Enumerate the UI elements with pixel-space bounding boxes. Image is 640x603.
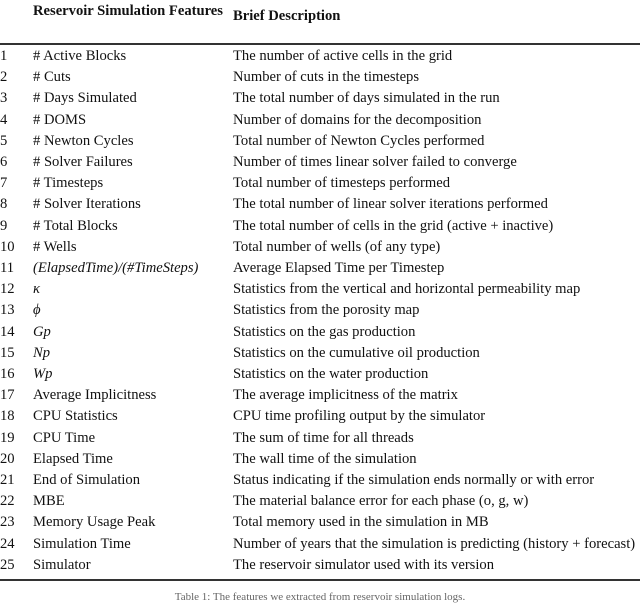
table-row bbox=[0, 324, 640, 345]
feature-description: Statistics from the porosity map bbox=[233, 302, 420, 319]
table-row bbox=[0, 196, 640, 217]
row-number: 14 bbox=[0, 323, 15, 340]
feature-name: # Days Simulated bbox=[33, 90, 137, 107]
table-row bbox=[0, 175, 640, 196]
feature-name: # Wells bbox=[33, 238, 77, 255]
table-row bbox=[0, 48, 640, 69]
table-row bbox=[0, 536, 640, 557]
feature-description: The sum of time for all threads bbox=[233, 429, 414, 446]
row-number: 6 bbox=[0, 154, 8, 170]
row-number: 15 bbox=[0, 344, 15, 361]
table-caption: Table 1: The features we extracted from reservoir simulation logs. bbox=[174, 591, 466, 603]
feature-description: The average implicitness of the matrix bbox=[233, 387, 458, 404]
feature-description: Total number of Newton Cycles performed bbox=[233, 132, 485, 149]
feature-description: Number of domains for the decomposition bbox=[233, 111, 482, 128]
feature-description: Statistics on the water production bbox=[233, 366, 429, 382]
row-number: 18 bbox=[0, 408, 15, 425]
table-row bbox=[0, 239, 640, 260]
table-row bbox=[0, 281, 640, 302]
table-row bbox=[0, 408, 640, 429]
feature-name: Average Implicitness bbox=[33, 387, 157, 404]
feature-name: CPU Statistics bbox=[33, 408, 118, 425]
feature-description: Total number of timesteps performed bbox=[233, 175, 451, 192]
feature-description: Number of years that the simulation is predicting (history + forecast) bbox=[233, 535, 636, 552]
header-features: Reservoir Simulation Features bbox=[33, 3, 223, 19]
row-number: 24 bbox=[0, 535, 15, 552]
feature-name: Simulation Time bbox=[33, 535, 131, 552]
feature-name: # DOMS bbox=[33, 111, 87, 128]
table-row bbox=[0, 493, 640, 514]
table-row bbox=[0, 451, 640, 472]
feature-name: # Active Blocks bbox=[33, 48, 127, 64]
table-row bbox=[0, 69, 640, 90]
table-row bbox=[0, 133, 640, 154]
row-number: 10 bbox=[0, 238, 15, 255]
row-number: 25 bbox=[0, 556, 15, 573]
feature-description: CPU time profiling output by the simulator bbox=[233, 408, 486, 425]
feature-description: Status indicating if the simulation ends normally or with error bbox=[233, 472, 595, 488]
bottom-rule bbox=[0, 579, 640, 581]
row-number: 11 bbox=[0, 260, 15, 276]
row-number: 16 bbox=[0, 366, 15, 382]
row-number: 1 bbox=[0, 48, 8, 64]
table-row bbox=[0, 366, 640, 387]
row-number: 22 bbox=[0, 493, 15, 510]
row-number: 9 bbox=[0, 217, 8, 234]
feature-description: The wall time of the simulation bbox=[233, 450, 417, 467]
table-row bbox=[0, 345, 640, 366]
feature-description: Statistics on the cumulative oil production bbox=[233, 344, 480, 361]
feature-description: The reservoir simulator used with its version bbox=[233, 556, 495, 573]
row-number: 4 bbox=[0, 111, 8, 128]
feature-name: # Total Blocks bbox=[33, 217, 118, 234]
feature-name: Gp bbox=[33, 323, 51, 340]
feature-name: # Solver Iterations bbox=[33, 196, 141, 213]
row-number: 3 bbox=[0, 90, 8, 107]
feature-name: # Newton Cycles bbox=[33, 132, 134, 149]
feature-name: CPU Time bbox=[33, 429, 96, 446]
feature-name: Elapsed Time bbox=[33, 450, 113, 467]
table-row bbox=[0, 218, 640, 239]
row-number: 21 bbox=[0, 472, 15, 488]
row-number: 5 bbox=[0, 132, 8, 149]
feature-name: # Cuts bbox=[33, 69, 71, 86]
feature-description: The total number of days simulated in the run bbox=[233, 90, 500, 107]
table-row bbox=[0, 430, 640, 451]
row-number: 20 bbox=[0, 450, 15, 467]
feature-description: The number of active cells in the grid bbox=[233, 48, 453, 64]
feature-description: Total memory used in the simulation in MB bbox=[233, 514, 489, 531]
feature-description: Statistics from the vertical and horizontal permeability map bbox=[233, 281, 581, 298]
table-row bbox=[0, 302, 640, 323]
feature-description: The total number of linear solver iterations performed bbox=[233, 196, 548, 213]
row-number: 19 bbox=[0, 429, 15, 446]
feature-description: Number of times linear solver failed to converge bbox=[233, 154, 517, 170]
row-number: 17 bbox=[0, 387, 15, 404]
header-rule bbox=[0, 43, 640, 45]
feature-description: The total number of cells in the grid (active + inactive) bbox=[233, 217, 554, 234]
feature-name: Memory Usage Peak bbox=[33, 514, 156, 531]
feature-name: # Solver Failures bbox=[33, 154, 133, 170]
table-row bbox=[0, 514, 640, 535]
feature-name: End of Simulation bbox=[33, 472, 141, 488]
table-row bbox=[0, 387, 640, 408]
feature-name: Np bbox=[33, 344, 51, 361]
table-row bbox=[0, 112, 640, 133]
table-row bbox=[0, 472, 640, 493]
feature-name: MBE bbox=[33, 493, 65, 510]
row-number: 8 bbox=[0, 196, 8, 213]
feature-description: The material balance error for each phase (o, g, w) bbox=[233, 493, 529, 510]
row-number: 13 bbox=[0, 302, 15, 319]
table-row bbox=[0, 90, 640, 111]
header-description: Brief Description bbox=[233, 8, 341, 24]
row-number: 12 bbox=[0, 281, 15, 298]
feature-name: ϕ bbox=[33, 302, 41, 319]
feature-description: Statistics on the gas production bbox=[233, 323, 416, 340]
feature-description: Number of cuts in the timesteps bbox=[233, 69, 420, 86]
feature-name: Wp bbox=[33, 366, 53, 382]
table-header bbox=[0, 0, 640, 42]
row-number: 2 bbox=[0, 69, 8, 86]
feature-name: (ElapsedTime)/(#TimeSteps) bbox=[33, 260, 199, 276]
row-number: 23 bbox=[0, 514, 15, 531]
feature-description: Average Elapsed Time per Timestep bbox=[233, 260, 445, 276]
table-row bbox=[0, 154, 640, 175]
feature-name: κ bbox=[33, 281, 41, 298]
row-number: 7 bbox=[0, 175, 8, 192]
table-row bbox=[0, 557, 640, 578]
table-row bbox=[0, 260, 640, 281]
feature-name: Simulator bbox=[33, 556, 91, 573]
feature-description: Total number of wells (of any type) bbox=[233, 238, 441, 255]
feature-name: # Timesteps bbox=[33, 175, 104, 192]
